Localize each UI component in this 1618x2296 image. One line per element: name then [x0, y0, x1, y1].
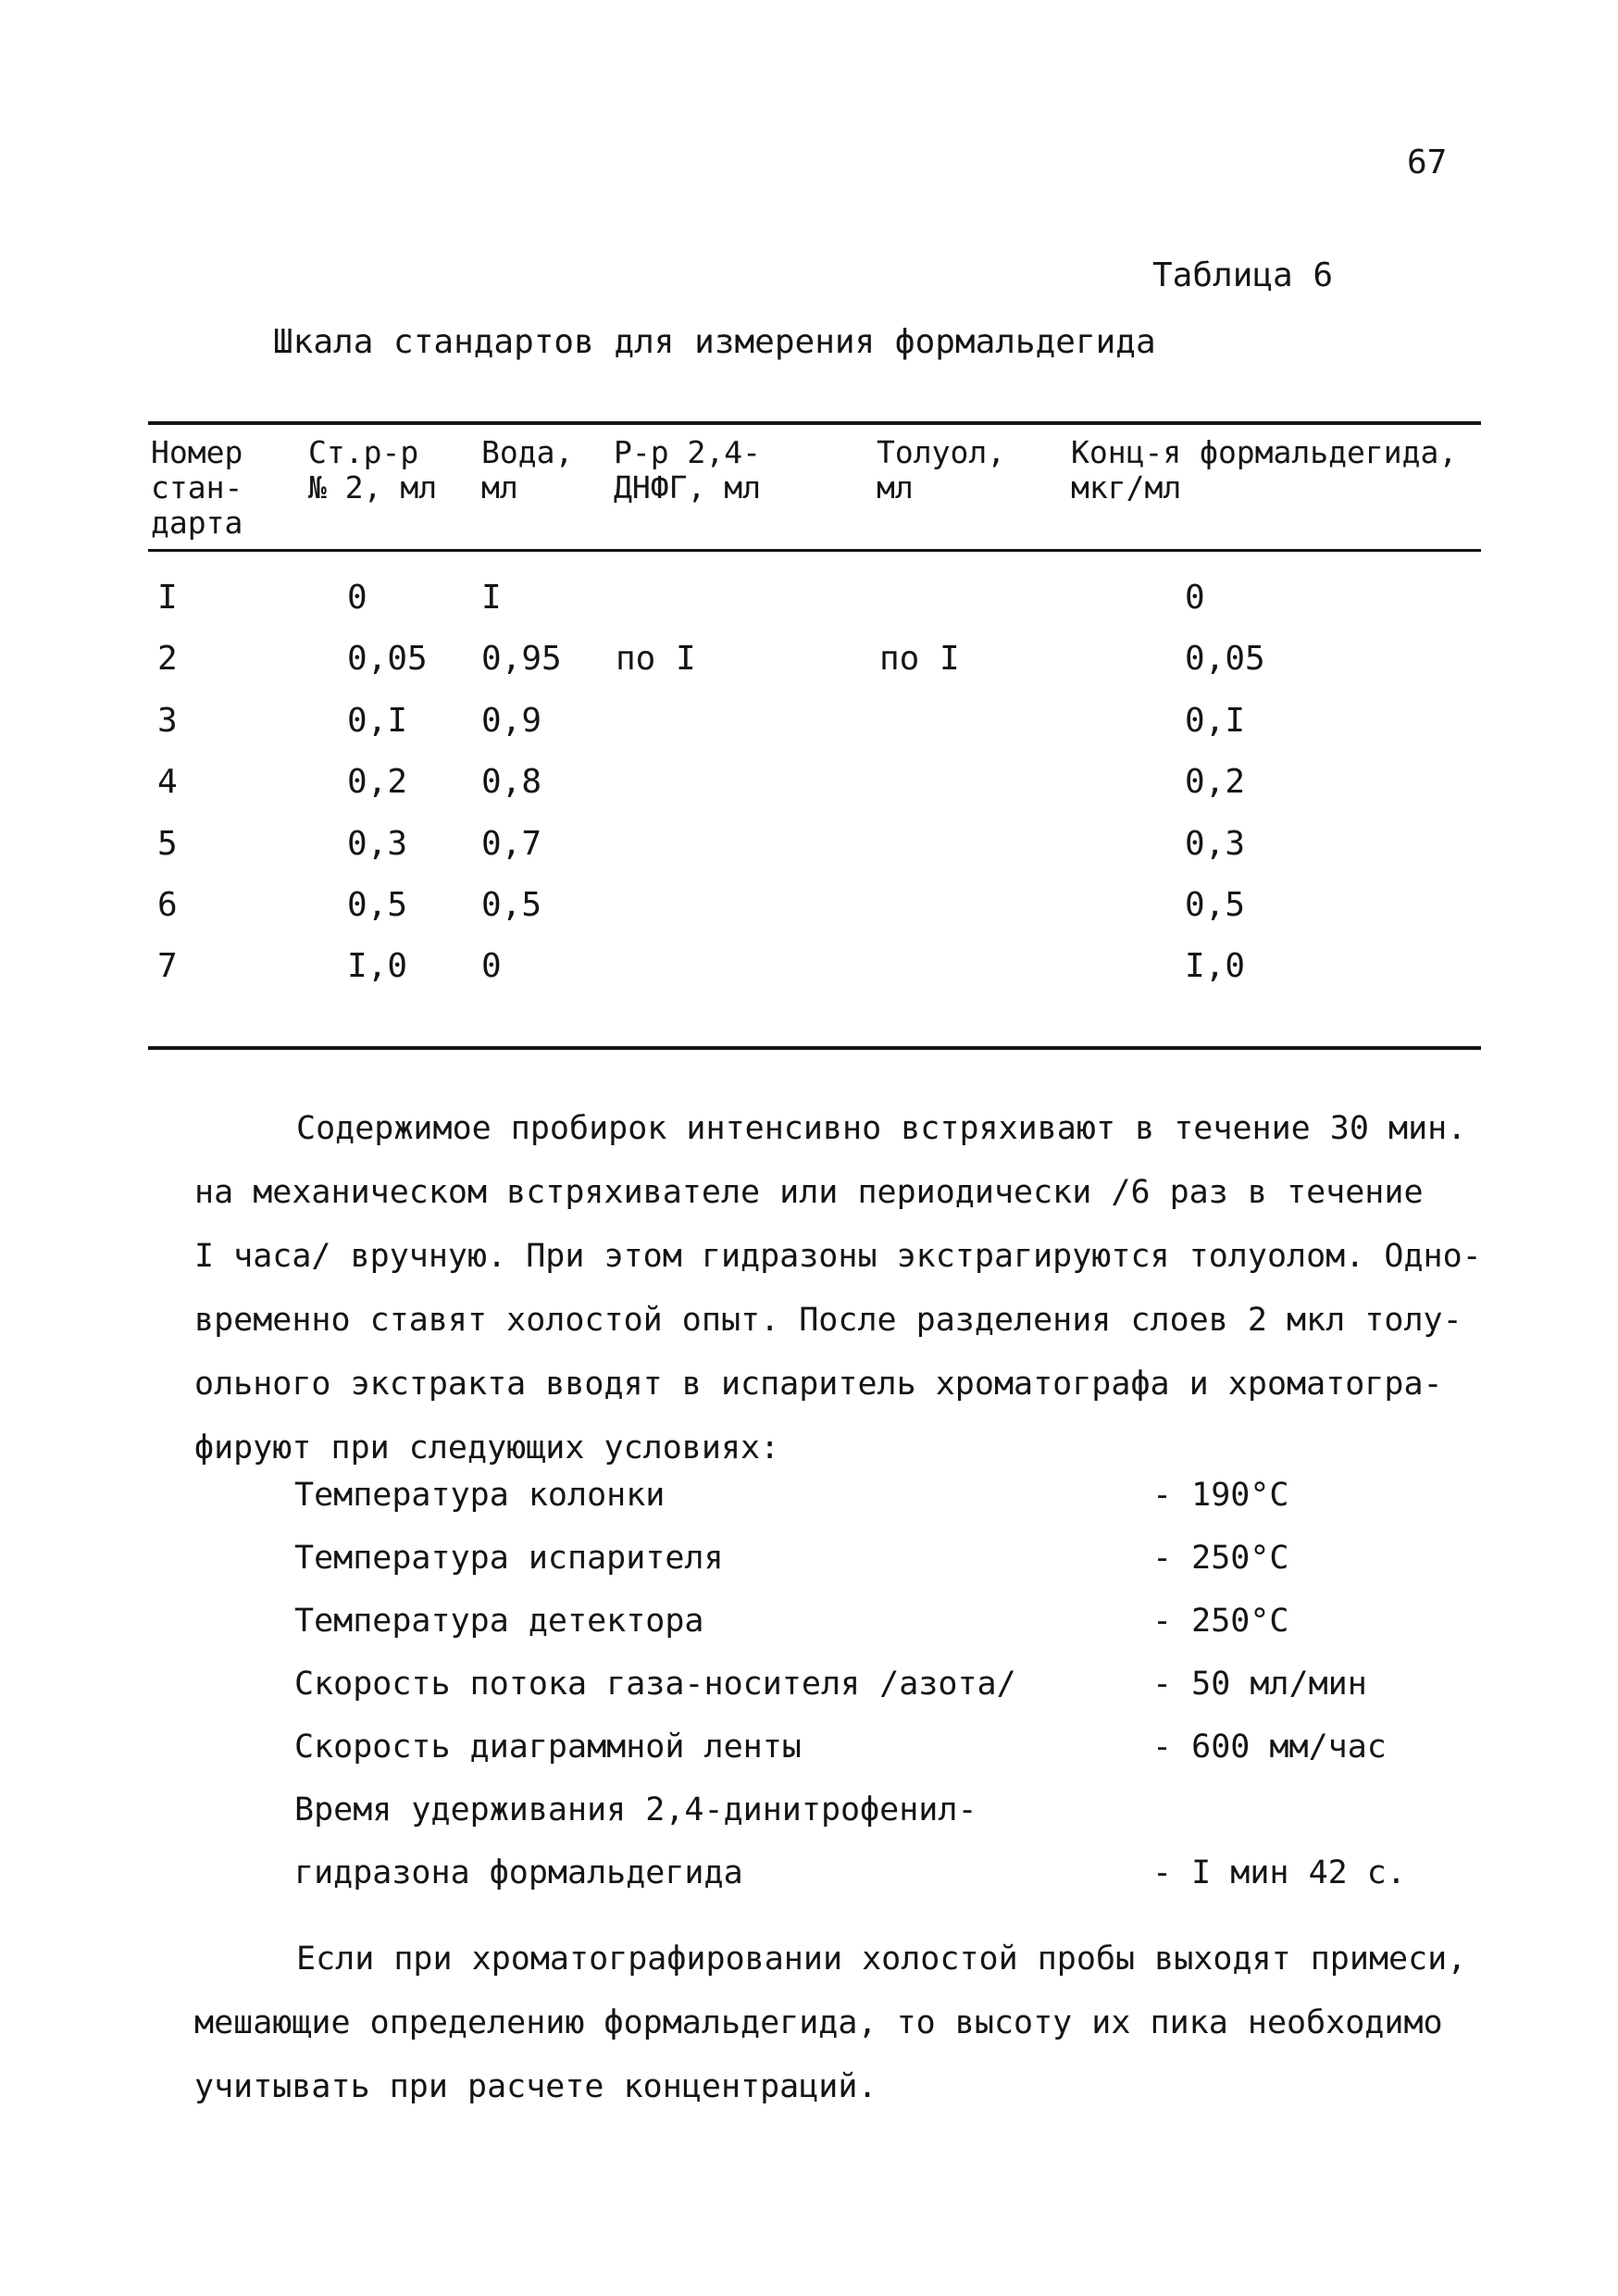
table-cell: 0,5 [347, 886, 408, 924]
table-cell: 0,9 [481, 702, 542, 740]
table-caption: Таблица 6 [1152, 256, 1334, 294]
condition-value: - 600 мм/час [1152, 1728, 1387, 1766]
table-cell: 0,3 [1185, 825, 1246, 863]
condition-value: - I мин 42 с. [1152, 1854, 1406, 1891]
condition-label: Скорость диаграммной ленты [294, 1728, 802, 1766]
table-cell: 0,95 [481, 640, 562, 678]
table-cell: 0 [1185, 579, 1205, 617]
table-header-rule [148, 549, 1481, 552]
table-title: Шкала стандартов для измерения формальдегида [273, 323, 1156, 361]
page-number: 67 [1407, 144, 1448, 181]
table-cell: 0,I [347, 702, 408, 740]
table-cell: I,0 [1185, 947, 1246, 985]
paragraph-line: мешающие определению формальдегида, то высоту их пика необходимо [194, 2004, 1443, 2041]
header-stock-solution: Ст.р-р № 2, мл [308, 434, 438, 505]
header-toluene: Толуол, мл [877, 434, 1006, 505]
header-standard-number: Номер стан- дарта [151, 434, 243, 541]
paragraph-line: на механическом встряхивателе или периодически /6 раз в течение [194, 1174, 1424, 1211]
table-top-rule [148, 421, 1481, 425]
table-cell: 0,3 [347, 825, 408, 863]
condition-label: Температура детектора [294, 1603, 704, 1640]
table-cell: 3 [157, 702, 178, 740]
paragraph-line: ольного экстракта вводят в испаритель хроматографа и хроматогра- [194, 1366, 1443, 1403]
paragraph-line: временно ставят холостой опыт. После разделения слоев 2 мкл толу- [194, 1302, 1462, 1339]
table-cell: 0 [481, 947, 502, 985]
table-cell: 0 [347, 579, 367, 617]
header-dnph-solution: Р-р 2,4- ДНФГ, мл [614, 434, 761, 505]
header-formaldehyde-concentration: Конц-я формальдегида, мкг/мл [1071, 434, 1458, 505]
table-cell: I [481, 579, 502, 617]
table-cell: 0,2 [347, 763, 408, 801]
table-cell: 2 [157, 640, 178, 678]
paragraph-line: учитывать при расчете концентраций. [194, 2068, 877, 2105]
table-cell: 0,05 [347, 640, 428, 678]
condition-value: - 190°С [1152, 1477, 1289, 1514]
condition-value: - 50 мл/мин [1152, 1666, 1367, 1703]
paragraph-line: фируют при следующих условиях: [194, 1429, 780, 1466]
table-cell: 0,5 [481, 886, 542, 924]
condition-value: - 250°С [1152, 1540, 1289, 1577]
table-bottom-rule [148, 1046, 1481, 1050]
paragraph-line: Если при хроматографировании холостой пробы выходят примеси, [296, 1940, 1467, 1978]
table-cell: по I [879, 640, 960, 678]
table-cell: I [157, 579, 178, 617]
table-cell: I,0 [347, 947, 408, 985]
table-cell: 0,5 [1185, 886, 1246, 924]
table-cell: 6 [157, 886, 178, 924]
table-cell: по I [616, 640, 696, 678]
table-cell: 0,8 [481, 763, 542, 801]
header-water: Вода, мл [481, 434, 574, 505]
table-cell: 0,7 [481, 825, 542, 863]
condition-label: Температура колонки [294, 1477, 666, 1514]
table-cell: 0,I [1185, 702, 1246, 740]
table-cell: 4 [157, 763, 178, 801]
table-cell: 7 [157, 947, 178, 985]
paragraph-line: Содержимое пробирок интенсивно встряхивают в течение 30 мин. [296, 1110, 1467, 1147]
condition-label: Температура испарителя [294, 1540, 724, 1577]
condition-label: гидразона формальдегида [294, 1854, 743, 1891]
table-cell: 0,05 [1185, 640, 1265, 678]
paragraph-line: I часа/ вручную. При этом гидразоны экстрагируются толуолом. Одно- [194, 1238, 1482, 1275]
condition-label: Скорость потока газа-носителя /азота/ [294, 1666, 1016, 1703]
condition-value: - 250°С [1152, 1603, 1289, 1640]
table-cell: 0,2 [1185, 763, 1246, 801]
condition-label: Время удерживания 2,4-динитрофенил- [294, 1791, 977, 1828]
table-cell: 5 [157, 825, 178, 863]
